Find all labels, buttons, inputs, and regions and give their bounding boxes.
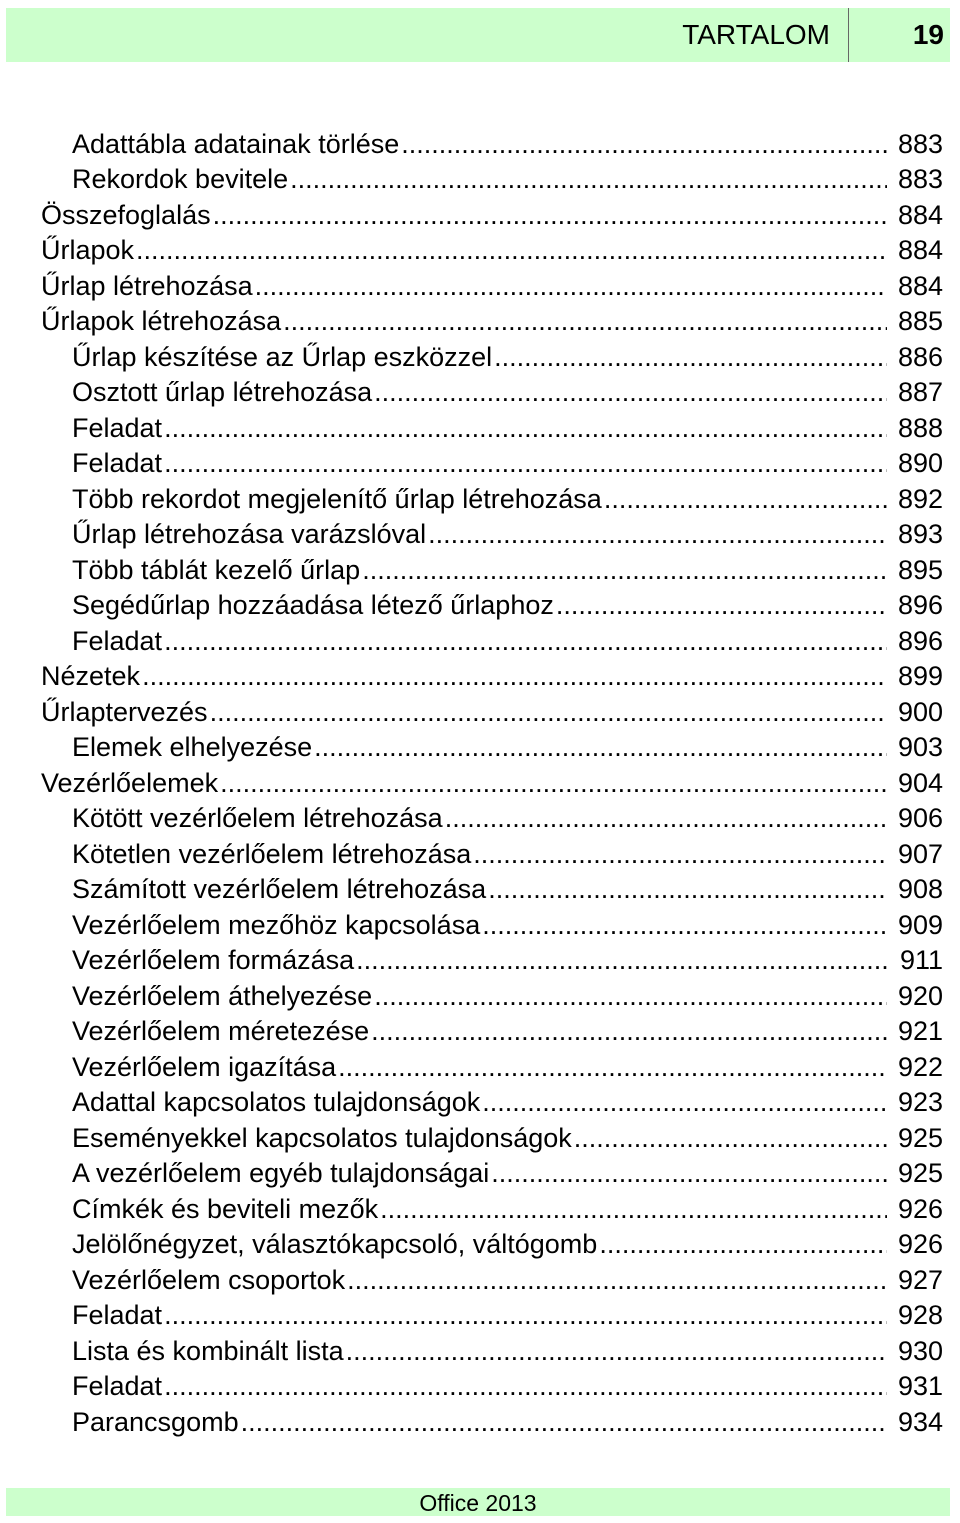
toc-dot-leader (556, 588, 887, 622)
toc-dot-leader (164, 1369, 887, 1403)
toc-entry-title: Osztott űrlap létrehozása (72, 377, 373, 407)
toc-dot-leader (604, 482, 887, 516)
toc-entry-title: Feladat (72, 1371, 163, 1401)
toc-entry[interactable] (0, 303, 960, 339)
toc-entry-page: 893 (897, 519, 943, 549)
toc-entry-page: 896 (897, 590, 943, 620)
toc-entry[interactable] (0, 1226, 960, 1262)
toc-entry-page: 927 (897, 1264, 943, 1295)
toc-entry[interactable] (0, 1297, 960, 1333)
toc-entry-title: Űrlaptervezés (41, 696, 208, 727)
toc-entry-title: Vezérlőelem igazítása (72, 1051, 337, 1082)
toc-entry-title: Több táblát kezelő űrlap (72, 554, 361, 585)
toc-entry[interactable] (0, 800, 960, 836)
toc-entry-page: 922 (897, 1051, 943, 1082)
toc-entry-page: 903 (897, 732, 943, 762)
toc-entry-page: 931 (897, 1371, 943, 1401)
toc-entry[interactable] (0, 161, 960, 197)
toc-entry-title: Feladat (72, 412, 163, 443)
toc-dot-leader (574, 1121, 887, 1155)
footer-text: Office 2013 (419, 1490, 537, 1516)
toc-entry[interactable] (0, 1368, 960, 1404)
toc-dot-leader (290, 162, 887, 196)
toc-entry-title: Jelölőnégyzet, választókapcsoló, váltógomb (72, 1229, 598, 1259)
toc-entry-title: Elemek elhelyezése (72, 732, 313, 762)
toc-entry-title: Vezérlőelem áthelyezése (72, 980, 373, 1011)
toc-entry[interactable] (0, 1013, 960, 1049)
toc-dot-leader (428, 517, 887, 551)
toc-entry[interactable] (0, 693, 960, 729)
toc-entry-title: Vezérlőelemek (41, 767, 219, 798)
toc-dot-leader (338, 1050, 887, 1084)
toc-entry-title: Lista és kombinált lista (72, 1335, 344, 1366)
page-number: 19 (912, 19, 944, 50)
toc-entry-page: 900 (897, 696, 943, 727)
toc-entry[interactable] (0, 267, 960, 303)
toc-entry-title: Több rekordot megjelenítő űrlap létrehozása (72, 483, 602, 514)
toc-entry-page: 883 (897, 164, 943, 194)
toc-dot-leader (371, 1014, 887, 1048)
toc-entry-title: Összefoglalás (41, 199, 211, 230)
toc-entry[interactable] (0, 871, 960, 907)
toc-entry[interactable] (0, 409, 960, 445)
toc-entry[interactable] (0, 764, 960, 800)
toc-entry-title: Feladat (72, 448, 163, 478)
toc-dot-leader (599, 1227, 887, 1261)
toc-entry-page: 934 (897, 1406, 943, 1437)
toc-entry[interactable] (0, 1332, 960, 1368)
toc-entry-title: Feladat (72, 625, 163, 656)
toc-dot-leader (488, 872, 887, 906)
toc-entry[interactable] (0, 587, 960, 623)
toc-dot-leader (374, 979, 887, 1013)
page-header (6, 8, 950, 62)
toc-dot-leader (401, 127, 887, 161)
toc-entry-page: 890 (897, 448, 943, 478)
toc-dot-leader (482, 1085, 887, 1119)
toc-entry-page: 886 (897, 341, 943, 372)
toc-dot-leader (314, 730, 887, 764)
toc-entry-page: 899 (897, 661, 943, 691)
toc-entry[interactable] (0, 1155, 960, 1191)
toc-entry[interactable] (0, 1403, 960, 1439)
toc-dot-leader (241, 1405, 887, 1439)
page-footer (6, 1488, 950, 1516)
toc-entry[interactable] (0, 658, 960, 694)
toc-entry-title: A vezérlőelem egyéb tulajdonságai (72, 1158, 490, 1188)
toc-entry-page: 920 (897, 980, 943, 1011)
toc-dot-leader (494, 340, 887, 374)
toc-entry[interactable] (0, 196, 960, 232)
toc-entry[interactable] (0, 729, 960, 765)
toc-dot-leader (445, 801, 887, 835)
toc-entry-page: 925 (897, 1122, 943, 1153)
toc-entry[interactable] (0, 551, 960, 587)
toc-entry-title: Kötetlen vezérlőelem létrehozása (72, 838, 472, 869)
toc-entry-title: Rekordok bevitele (72, 164, 289, 194)
toc-entry-page: 885 (897, 306, 943, 336)
toc-entry-page: 884 (897, 270, 943, 301)
toc-entry[interactable] (0, 835, 960, 871)
toc-entry[interactable] (0, 622, 960, 658)
toc-entry[interactable] (0, 125, 960, 161)
toc-dot-leader (220, 766, 887, 800)
toc-dot-leader (164, 446, 887, 480)
toc-dot-leader (491, 1156, 887, 1190)
toc-entry[interactable] (0, 942, 960, 978)
toc-entry-page: 896 (897, 625, 943, 656)
toc-dot-leader (136, 233, 887, 267)
toc-entry-page: 925 (897, 1158, 943, 1188)
toc-entry-title: Számított vezérlőelem létrehozása (72, 874, 487, 904)
toc-entry[interactable] (0, 1119, 960, 1155)
table-of-contents (0, 125, 960, 1439)
toc-entry[interactable] (0, 1084, 960, 1120)
toc-entry-title: Űrlap létrehozása varázslóval (72, 519, 427, 549)
toc-entry[interactable] (0, 516, 960, 552)
toc-entry-title: Vezérlőelem mezőhöz kapcsolása (72, 909, 481, 940)
header-divider (848, 8, 849, 62)
toc-entry[interactable] (0, 480, 960, 516)
toc-dot-leader (356, 943, 887, 977)
toc-entry-page: 884 (897, 235, 943, 265)
toc-dot-leader (283, 304, 887, 338)
toc-entry-page: 895 (897, 554, 943, 585)
toc-dot-leader (346, 1334, 887, 1368)
toc-entry-title: Vezérlőelem formázása (72, 945, 355, 975)
toc-dot-leader (482, 908, 887, 942)
toc-entry-title: Feladat (72, 1300, 163, 1330)
toc-entry-page: 928 (897, 1300, 943, 1330)
toc-entry[interactable] (0, 338, 960, 374)
toc-dot-leader (473, 837, 887, 871)
toc-entry-title: Űrlapok (41, 235, 135, 265)
toc-entry[interactable] (0, 1261, 960, 1297)
toc-entry-title: Űrlapok létrehozása (41, 306, 282, 336)
toc-entry-title: Adattal kapcsolatos tulajdonságok (72, 1087, 481, 1117)
toc-entry-page: 921 (897, 1016, 943, 1046)
toc-entry-title: Parancsgomb (72, 1406, 239, 1437)
toc-entry-title: Űrlap készítése az Űrlap eszközzel (72, 341, 493, 372)
toc-entry[interactable] (0, 1190, 960, 1226)
toc-dot-leader (164, 624, 887, 658)
toc-entry-page: 923 (897, 1087, 943, 1117)
toc-entry-page: 926 (897, 1229, 943, 1259)
toc-dot-leader (347, 1263, 887, 1297)
toc-entry-title: Vezérlőelem méretezése (72, 1016, 370, 1046)
toc-entry-title: Vezérlőelem csoportok (72, 1264, 346, 1295)
toc-entry[interactable] (0, 977, 960, 1013)
toc-entry-page: 907 (897, 838, 943, 869)
toc-entry-page: 887 (897, 377, 943, 407)
toc-entry-page: 908 (897, 874, 943, 904)
toc-dot-leader (362, 553, 887, 587)
toc-dot-leader (380, 1192, 887, 1226)
toc-entry-page: 888 (897, 412, 943, 443)
toc-entry-title: Segédűrlap hozzáadása létező űrlaphoz (72, 590, 554, 620)
toc-entry-page: 904 (897, 767, 943, 798)
toc-entry-title: Eseményekkel kapcsolatos tulajdonságok (72, 1122, 572, 1153)
toc-dot-leader (164, 411, 887, 445)
toc-dot-leader (164, 1298, 887, 1332)
toc-entry-title: Kötött vezérlőelem létrehozása (72, 803, 443, 833)
toc-entry-title: Nézetek (41, 661, 141, 691)
toc-entry-page: 926 (897, 1193, 943, 1224)
toc-entry-page: 911 (899, 945, 943, 975)
page-header-title: TARTALOM (682, 19, 830, 50)
toc-entry-page: 892 (897, 483, 943, 514)
toc-entry-page: 909 (897, 909, 943, 940)
toc-entry-page: 906 (897, 803, 943, 833)
toc-dot-leader (213, 198, 887, 232)
toc-entry[interactable] (0, 445, 960, 481)
toc-dot-leader (255, 269, 887, 303)
toc-entry-title: Címkék és beviteli mezők (72, 1193, 379, 1224)
toc-entry[interactable] (0, 1048, 960, 1084)
toc-dot-leader (374, 375, 887, 409)
toc-entry[interactable] (0, 374, 960, 410)
toc-entry-page: 930 (897, 1335, 943, 1366)
toc-entry-title: Űrlap létrehozása (41, 270, 253, 301)
toc-entry-title: Adattábla adatainak törlése (72, 128, 400, 159)
toc-entry[interactable] (0, 232, 960, 268)
toc-entry[interactable] (0, 906, 960, 942)
toc-dot-leader (142, 659, 887, 693)
toc-entry-page: 884 (897, 199, 943, 230)
toc-entry-page: 883 (897, 128, 943, 159)
toc-dot-leader (210, 695, 887, 729)
